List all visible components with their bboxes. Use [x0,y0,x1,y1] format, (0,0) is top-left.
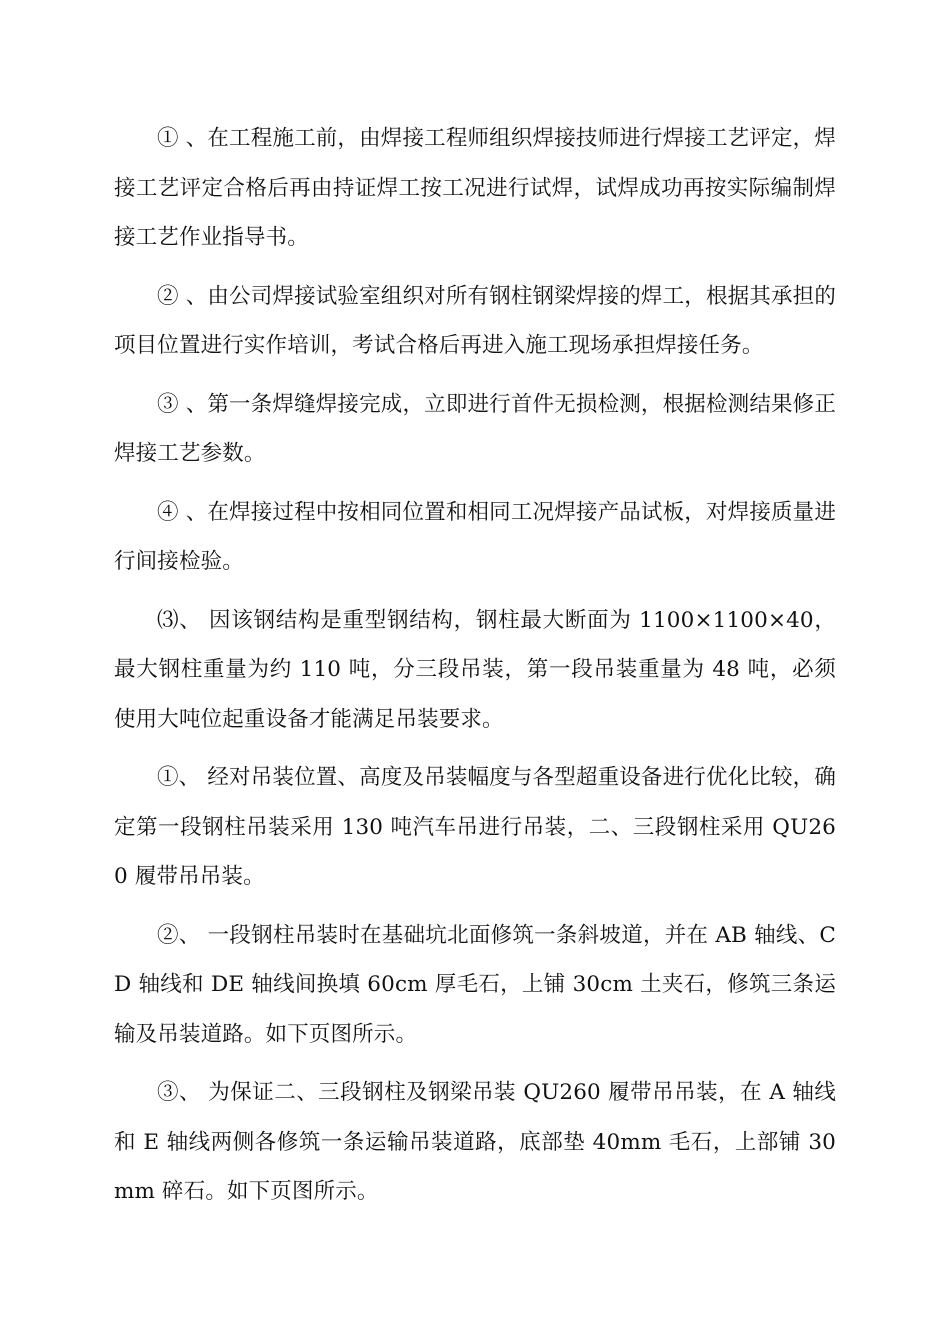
paragraph-1: ① 、在工程施工前，由焊接工程师组织焊接技师进行焊接工艺评定，焊接工艺评定合格后再由持证焊工按工况进行试焊，试焊成功再按实际编制焊接工艺作业指导书。 [114,126,836,250]
paragraph-8: ③、 为保证二、三段钢柱及钢梁吊装 QU260 履带吊吊装，在 A 轴线和 E 轴线两侧各修筑一条运输吊装道路，底部垫 40mm 毛石，上部铺 30mm 碎石。如下页图所示。 [114,1080,836,1204]
paragraph-4: ④ 、在焊接过程中按相同位置和相同工况焊接产品试板，对焊接质量进行间接检验。 [114,499,836,574]
paragraph-6: ①、 经对吊装位置、高度及吊装幅度与各型超重设备进行优化比较，确定第一段钢柱吊装采用 130 吨汽车吊进行吊装，二、三段钢柱采用 QU260 履带吊吊装。 [114,765,836,889]
paragraph-2: ② 、由公司焊接试验室组织对所有钢柱钢梁焊接的焊工，根据其承担的项目位置进行实作培训，考试合格后再进入施工现场承担焊接任务。 [114,283,836,358]
paragraph-5: ⑶、 因该钢结构是重型钢结构，钢柱最大断面为 1100×1100×40，最大钢柱重量为约 110 吨，分三段吊装，第一段吊装重量为 48 吨，必须使用大吨位起重设备才能满足吊装要求。 [114,607,836,732]
paragraph-3: ③ 、第一条焊缝焊接完成，立即进行首件无损检测，根据检测结果修正焊接工艺参数。 [114,391,836,466]
paragraph-7: ②、 一段钢柱吊装时在基础坑北面修筑一条斜坡道，并在 AB 轴线、CD 轴线和 DE 轴线间换填 60cm 厚毛石，上铺 30cm 土夹石，修筑三条运输及吊装道路。如下页图所示。 [114,922,836,1047]
document-body [114,114,836,1226]
